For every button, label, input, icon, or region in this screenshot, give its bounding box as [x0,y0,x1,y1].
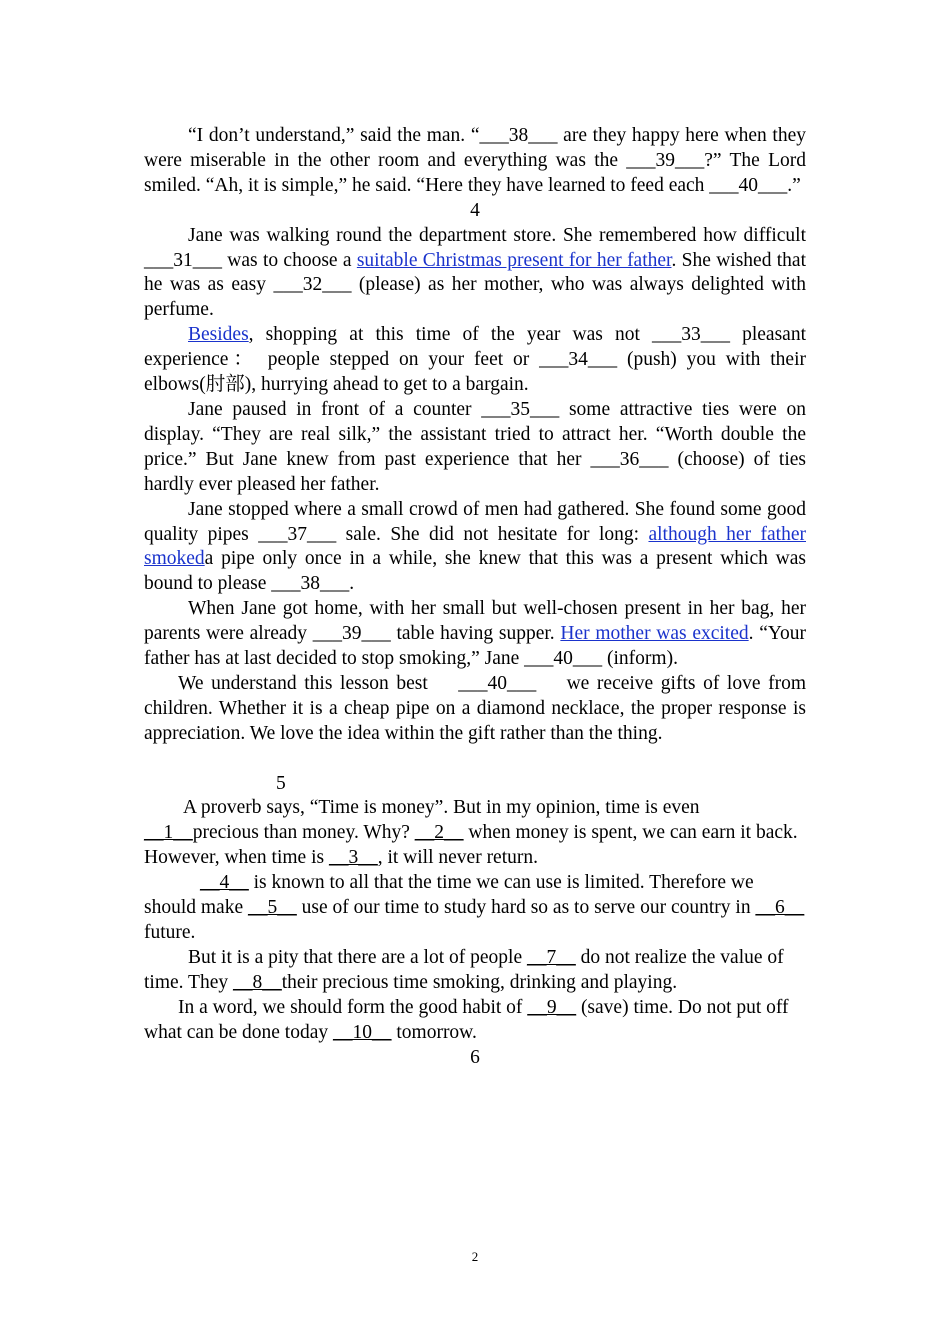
s4-paragraph-5: When Jane got home, with her small but well-chosen present in her bag, her parents were already ___39___ table having supper. Her mother was excited. “Your father has at last decided to stop smoking,” Jane ___40___ (inform). [144,598,807,670]
s4-paragraph-1: Jane was walking round the department store. She remembered how difficult ___31___ was to choose a suitable Christmas present for her father. She wished that he was as easy ___32___ (please) as her mother, who was always delighted with perfume. [144,224,807,321]
s4-paragraph-4: Jane stopped where a small crowd of men had gathered. She found some good quality pipes ___37___ sale. She did not hesitate for long: although her father smokeda pipe only once in a while, she knew that this was a present which was bound to please ___38___. [144,498,806,595]
blank-6: __6__ [755,897,805,919]
section-number-4: 4 [470,199,480,221]
blank-5: __5__ [247,897,297,919]
s5-paragraph-2: __4__ is known to all that the time we can use is limited. Therefore we should make __5__ use of our time to study hard so as to serve our country in __6__ future. [144,872,805,943]
s4-paragraph-2: Besides, shopping at this time of the year was not ___33___ pleasant experience： people stepped on your feet or ___34___ (push) you with their elbows(肘部), hurrying ahead to get to a bargain. [144,324,806,396]
spacer [144,747,806,772]
section-number-5: 5 [276,772,286,794]
blank-4: __4__ [200,872,249,894]
document-body [144,124,806,1070]
link-mother-excited[interactable]: Her mother was excited [560,623,749,645]
s4-paragraph-3: Jane paused in front of a counter ___35___ some attractive ties were on display. “They are real silk,” the assistant tried to attract her. “Worth double the price.” But Jane knew from past experience that her ___36___ (choose) of ties hardly ever pleased her father. [144,398,806,495]
s5-paragraph-4: In a word, we should form the good habit of __9__ (save) time. Do not put off what can be done today __10__ tomorrow. [144,996,789,1043]
link-besides[interactable]: Besides [188,324,249,346]
blank-10: __10__ [332,1021,392,1043]
s5-paragraph-3: But it is a pity that there are a lot of people __7__ do not realize the value of time. They __8__their precious time smoking, drinking and playing. [144,946,784,993]
link-christmas-present[interactable]: suitable Christmas present for her father [356,249,672,271]
blank-2: __2__ [414,822,464,844]
blank-3: __3__ [328,847,378,869]
blank-9: __9__ [527,996,577,1018]
s5-paragraph-1: A proverb says, “Time is money”. But in my opinion, time is even __1__precious than money. Why? __2__ when money is spent, we can earn it back. However, when time is __3__, it will never return. [144,797,798,869]
blank-1: __1__ [144,822,193,844]
blank-8: __8__ [233,971,282,993]
link-father-smoked[interactable]: although her father smoked [144,523,806,570]
page-number: 2 [471,1249,479,1264]
blank-7: __7__ [526,946,576,968]
s4-paragraph-6: We understand this lesson best ___40___ we receive gifts of love from children. Whether it is a cheap pipe on a diamond necklace, the proper response is appreciation. We love the idea within the gift rather than the thing. [144,672,806,744]
section-number-6: 6 [470,1046,480,1068]
section3-closing-paragraph: “I don’t understand,” said the man. “___38___ are they happy here when they were miserable in the other room and everything was the ___39___?” The Lord smiled. “Ah, it is simple,” he said. “Here they have learned to feed each ___40___.” [144,125,806,196]
